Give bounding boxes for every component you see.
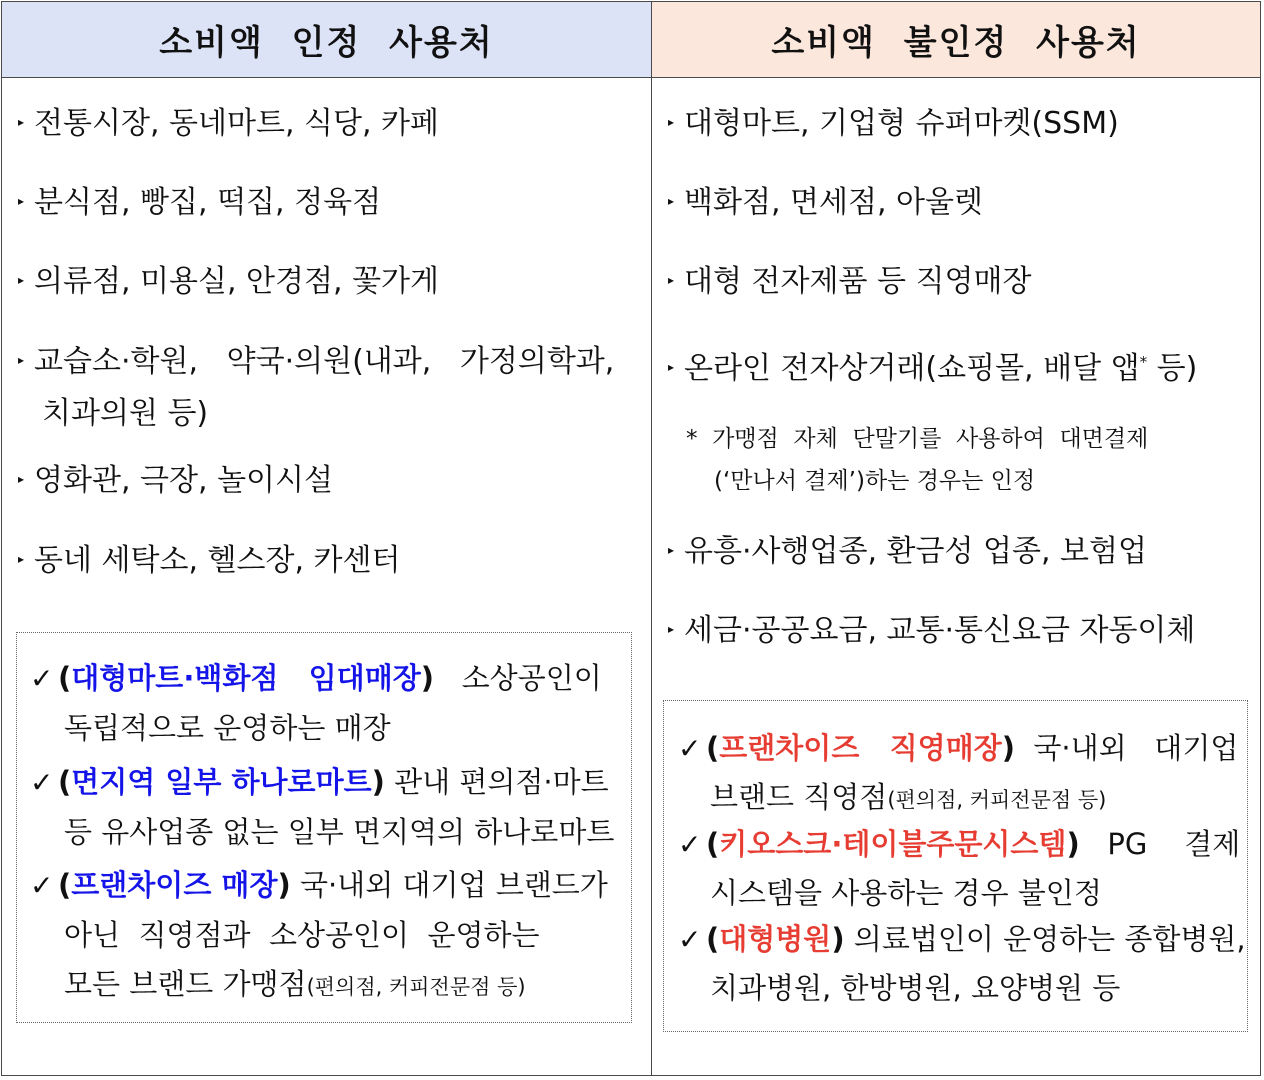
left-check-continuation: 모든 브랜드 가맹점(편의점, 커피전문점 등) <box>64 967 526 1001</box>
left-item: ▸ 동네 세탁소, 헬스장, 카센터 <box>18 535 401 588</box>
bullet-icon: ▸ <box>668 542 675 557</box>
check-icon: ✓ <box>678 923 702 956</box>
column-divider <box>651 2 652 1075</box>
right-check-continuation: 시스템을 사용하는 경우 불인정 <box>710 876 1102 910</box>
bullet-icon: ▸ <box>18 114 25 129</box>
right-item: ▸ 세금·공공요금, 교통·통신요금 자동이체 <box>668 605 1195 658</box>
check-icon: ✓ <box>30 766 54 799</box>
header-divider <box>2 77 1260 78</box>
right-check-continuation: 치과병원, 한방병원, 요양병원 등 <box>710 971 1121 1005</box>
bullet-icon: ▸ <box>668 272 675 287</box>
check-icon: ✓ <box>678 828 702 861</box>
left-check-continuation: 아닌 직영점과 소상공인이 운영하는 <box>64 918 540 952</box>
left-header-title: 소비액 인정 사용처 <box>159 23 494 63</box>
right-item: ▸ 대형 전자제품 등 직영매장 <box>668 256 1031 309</box>
left-header <box>2 2 651 77</box>
right-header-title: 소비액 불인정 사용처 <box>771 23 1141 63</box>
left-item-continuation: 치과의원 등) <box>42 396 209 431</box>
highlight-label: 대형마트·백화점 임대매장 <box>71 661 421 695</box>
bullet-icon: ▸ <box>668 193 675 208</box>
right-check-continuation: 브랜드 직영점(편의점, 커피전문점 등) <box>710 780 1107 814</box>
right-item: ▸ 대형마트, 기업형 슈퍼마켓(SSM) <box>668 98 1119 151</box>
highlight-label: 프랜차이즈 매장 <box>71 868 278 902</box>
left-item: ▸ 전통시장, 동네마트, 식당, 카페 <box>18 98 439 151</box>
right-footnote-continuation: (‘만나서 결제’)하는 경우는 인정 <box>714 468 1036 494</box>
left-check-item: ✓ (프랜차이즈 매장) 국·내외 대기업 브랜드가 <box>30 859 608 912</box>
bullet-icon: ▸ <box>18 352 25 367</box>
left-item: ▸ 영화관, 극장, 놀이시설 <box>18 455 333 508</box>
bullet-icon: ▸ <box>18 272 25 287</box>
highlight-label: 면지역 일부 하나로마트 <box>71 765 372 799</box>
right-item: ▸ 온라인 전자상거래(쇼핑몰, 배달 앱* 등) <box>668 336 1197 396</box>
left-item: ▸ 교습소·학원, 약국·의원(내과, 가정의학과, <box>18 336 614 389</box>
bullet-icon: ▸ <box>18 551 25 566</box>
left-item: ▸ 분식점, 빵집, 떡집, 정육점 <box>18 177 381 230</box>
right-header <box>652 2 1260 77</box>
right-item: ▸ 유흥·사행업종, 환금성 업종, 보험업 <box>668 526 1147 579</box>
comparison-table <box>1 1 1261 1076</box>
bullet-icon: ▸ <box>668 114 675 129</box>
bullet-icon: ▸ <box>668 359 675 374</box>
highlight-label: 대형병원 <box>719 922 832 956</box>
left-check-continuation: 독립적으로 운영하는 매장 <box>64 711 391 745</box>
highlight-label: 키오스크·테이블주문시스템 <box>719 827 1067 861</box>
left-check-item: ✓ (면지역 일부 하나로마트) 관내 편의점·마트 <box>30 756 609 809</box>
bullet-icon: ▸ <box>18 193 25 208</box>
check-icon: ✓ <box>30 869 54 902</box>
left-item: ▸ 의류점, 미용실, 안경점, 꽃가게 <box>18 256 439 309</box>
check-icon: ✓ <box>678 732 702 765</box>
left-check-item: ✓ (대형마트·백화점 임대매장) 소상공인이 <box>30 652 602 705</box>
right-item: ▸ 백화점, 면세점, 아울렛 <box>668 177 983 230</box>
right-check-item: ✓ (대형병원) 의료법인이 운영하는 종합병원, <box>678 913 1246 966</box>
highlight-label: 프랜차이즈 직영매장 <box>719 731 1002 765</box>
right-check-item: ✓ (키오스크·테이블주문시스템) PG 결제 <box>678 818 1240 871</box>
left-check-continuation: 등 유사업종 없는 일부 면지역의 하나로마트 <box>64 815 615 849</box>
right-check-item: ✓ (프랜차이즈 직영매장) 국·내외 대기업 <box>678 722 1238 775</box>
right-footnote: * 가맹점 자체 단말기를 사용하여 대면결제 <box>686 426 1149 452</box>
check-icon: ✓ <box>30 662 54 695</box>
bullet-icon: ▸ <box>668 621 675 636</box>
bullet-icon: ▸ <box>18 471 25 486</box>
